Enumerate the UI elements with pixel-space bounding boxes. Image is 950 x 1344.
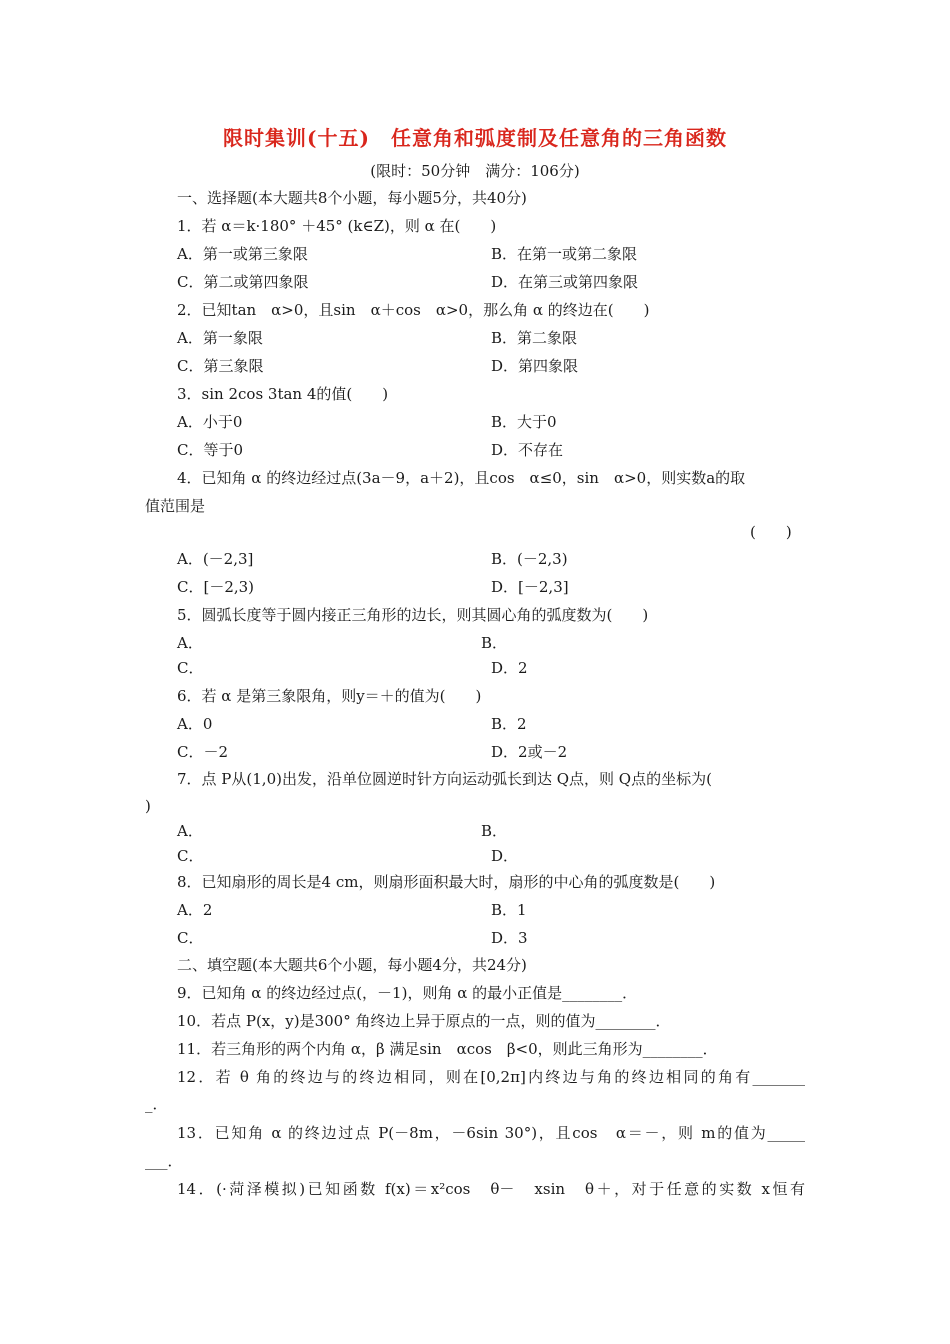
q8-option-b: B．1 — [491, 901, 527, 919]
question-10: 10．若点 P(x，y)是300° 角终边上异于原点的一点，则的值为________． — [177, 1012, 671, 1030]
q5-option-a: A． — [177, 634, 203, 652]
q3-option-d: D．不存在 — [491, 441, 564, 459]
question-9: 9．已知角 α 的终边经过点(，－1)，则角 α 的最小正值是________． — [177, 984, 638, 1002]
q8-option-a: A．2 — [177, 901, 213, 919]
q4-option-c: C．[－2,3) — [177, 578, 255, 596]
q3-option-a: A．小于0 — [177, 413, 243, 431]
question-5-stem: 5．圆弧长度等于圆内接正三角形的边长，则其圆心角的弧度数为( ) — [177, 606, 649, 624]
question-12-line2: _． — [145, 1095, 168, 1113]
question-4-stem-line1: 4．已知角 α 的终边经过点(3a－9，a＋2)，且cos α≤0，sin α>0，则实数a的取 — [177, 469, 746, 487]
q5-option-d: D．2 — [491, 659, 528, 677]
page-subtitle: (限时：50分钟 满分：106分) — [370, 162, 580, 180]
question-12-line1: 12．若 θ 角的终边与的终边相同，则在[0,2π]内终边与角的终边相同的角有_______ — [177, 1068, 805, 1086]
q7-option-d: D． — [491, 847, 519, 865]
q4-option-b: B．(－2,3) — [491, 550, 568, 568]
q2-option-a: A．第一象限 — [177, 329, 263, 347]
q5-option-b: B． — [481, 634, 508, 652]
q8-option-d: D．3 — [491, 929, 528, 947]
q1-option-a: A．第一或第三象限 — [177, 245, 308, 263]
question-4-stem-line2: 值范围是 — [145, 497, 206, 515]
q7-option-a: A． — [177, 822, 203, 840]
question-14: 14．(·菏泽模拟)已知函数 f(x)＝x²cos θ－ xsin θ＋，对于任意的实数 x恒有 — [177, 1180, 805, 1198]
question-11: 11．若三角形的两个内角 α，β 满足sin αcos β<0，则此三角形为________． — [177, 1040, 718, 1058]
q3-option-c: C．等于0 — [177, 441, 244, 459]
q1-option-c: C．第二或第四象限 — [177, 273, 309, 291]
q6-option-a: A．0 — [177, 715, 213, 733]
question-6-stem: 6．若 α 是第三象限角，则y＝＋的值为( ) — [177, 687, 482, 705]
q1-option-b: B．在第一或第二象限 — [491, 245, 638, 263]
question-7-stem-line2: ) — [145, 797, 151, 815]
section-heading-fill: 二、填空题(本大题共6个小题，每小题4分，共24分) — [177, 956, 527, 974]
q8-option-c: C． — [177, 929, 204, 947]
question-13-line1: 13．已知角 α 的终边过点 P(－8m，－6sin 30°)，且cos α＝－，则 m的值为_____ — [177, 1124, 805, 1142]
q6-option-b: B．2 — [491, 715, 527, 733]
q2-option-c: C．第三象限 — [177, 357, 264, 375]
page-title: 限时集训(十五) 任意角和弧度制及任意角的三角函数 — [223, 126, 727, 150]
question-13-line2: ___． — [145, 1152, 183, 1170]
question-1-stem: 1．若 α＝k·180° ＋45° (k∈Z)，则 α 在( ) — [177, 217, 497, 235]
q4-option-a: A．(－2,3] — [177, 550, 254, 568]
question-2-stem: 2．已知tan α>0，且sin α＋cos α>0，那么角 α 的终边在( ) — [177, 301, 650, 319]
section-heading-choice: 一、选择题(本大题共8个小题，每小题5分，共40分) — [177, 189, 527, 207]
q6-option-d: D．2或－2 — [491, 743, 568, 761]
q2-option-d: D．第四象限 — [491, 357, 579, 375]
q7-option-b: B． — [481, 822, 508, 840]
question-8-stem: 8．已知扇形的周长是4 cm，则扇形面积最大时，扇形的中心角的弧度数是( ) — [177, 873, 716, 891]
q1-option-d: D．在第三或第四象限 — [491, 273, 639, 291]
q5-option-c: C． — [177, 659, 204, 677]
q4-option-d: D．[－2,3] — [491, 578, 569, 596]
q3-option-b: B．大于0 — [491, 413, 557, 431]
q7-option-c: C． — [177, 847, 204, 865]
q4-answer-paren: ( ) — [750, 523, 792, 541]
question-7-stem-line1: 7．点 P从(1,0)出发，沿单位圆逆时针方向运动弧长到达 Q点，则 Q点的坐标为( — [177, 770, 712, 788]
q2-option-b: B．第二象限 — [491, 329, 578, 347]
question-3-stem: 3．sin 2cos 3tan 4的值( ) — [177, 385, 389, 403]
q6-option-c: C．－2 — [177, 743, 229, 761]
